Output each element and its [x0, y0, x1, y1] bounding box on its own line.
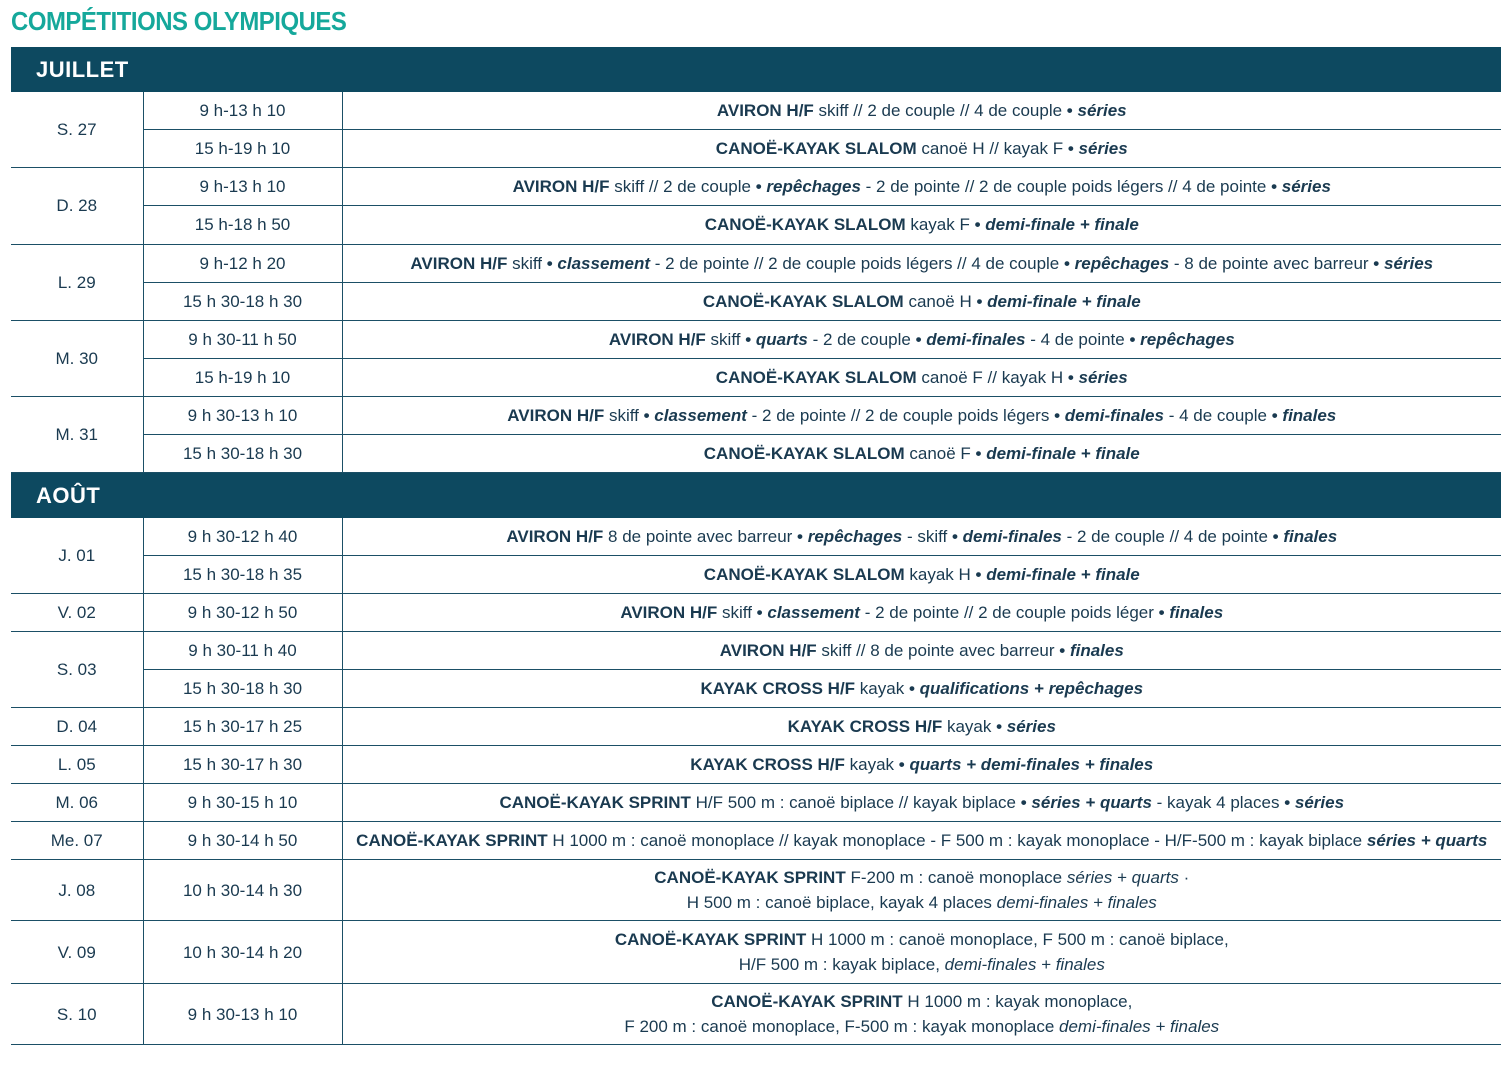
event-text-segment: repêchages: [1140, 329, 1235, 349]
event-text-segment: •: [1271, 176, 1278, 196]
event-line: [654, 865, 1189, 890]
event-cell: [342, 358, 1501, 396]
event-text-segment: AVIRON H/F: [512, 176, 610, 196]
event-text-segment: CANOË-KAYAK SPRINT: [499, 793, 691, 812]
event-text-segment: canoë F: [904, 443, 976, 463]
table-row: [11, 518, 1501, 556]
time-cell: 9 h 30-15 h 10: [143, 784, 342, 822]
event-text-segment: - 2 de couple: [807, 329, 916, 349]
table-row: [11, 670, 1501, 708]
month-label: AOÛT: [11, 472, 1501, 518]
table-row: [11, 320, 1501, 358]
event-text-segment: demi-finales + finales: [1059, 1017, 1220, 1036]
event-description: [507, 403, 1336, 428]
event-description: [716, 136, 1128, 161]
event-text-segment: - 2 de pointe // 2 de couple poids légers // 4 de pointe: [860, 176, 1272, 196]
event-text-segment: •: [643, 405, 650, 425]
event-text-segment: •: [974, 215, 981, 234]
event-line: [703, 289, 1141, 314]
event-text-segment: skiff: [705, 329, 746, 349]
event-text-segment: finales: [1283, 526, 1338, 546]
time-cell: 9 h-13 h 10: [143, 167, 342, 205]
event-text-segment: - 2 de pointe // 2 de couple poids légers // 4 de couple: [650, 253, 1064, 273]
event-text-segment: séries: [1006, 717, 1056, 736]
table-row: [11, 822, 1501, 860]
event-text-segment: demi-finales: [926, 329, 1026, 349]
event-line: [788, 714, 1056, 739]
event-text-segment: kayak: [844, 755, 899, 774]
event-cell: [342, 822, 1501, 860]
event-line: [615, 952, 1229, 977]
event-text-segment: canoë H: [903, 291, 977, 311]
event-line: [704, 441, 1140, 466]
event-text-segment: •: [755, 176, 762, 196]
event-text-segment: •: [1284, 793, 1291, 812]
schedule-body: [11, 47, 1501, 1045]
table-row: [11, 708, 1501, 746]
event-description: [356, 828, 1487, 853]
event-text-segment: F 200 m : canoë monoplace, F-500 m : kayak monoplace: [624, 1017, 1060, 1036]
time-cell: 9 h 30-13 h 10: [143, 396, 342, 434]
event-text-segment: •: [1020, 793, 1027, 812]
event-description: [703, 289, 1141, 314]
event-cell: [342, 129, 1501, 167]
event-line: [624, 1014, 1219, 1039]
event-text-segment: demi-finale + finale: [985, 215, 1139, 234]
event-line: [690, 752, 1153, 777]
event-text-segment: séries + quarts: [1031, 793, 1152, 812]
time-cell: 9 h 30-11 h 40: [143, 632, 342, 670]
event-description: [704, 562, 1140, 587]
event-text-segment: séries + quarts: [1366, 831, 1488, 850]
event-description: [690, 752, 1153, 777]
event-cell: [342, 205, 1501, 244]
event-cell: [342, 167, 1501, 205]
event-cell: [342, 434, 1501, 472]
event-text-segment: - 4 de couple: [1163, 405, 1272, 425]
event-cell: [342, 984, 1501, 1045]
day-cell: S. 03: [11, 632, 143, 708]
table-row: [11, 746, 1501, 784]
event-text-segment: classement: [767, 603, 860, 622]
table-row: [11, 921, 1501, 984]
event-text-segment: skiff // 8 de pointe avec barreur: [816, 641, 1060, 660]
event-line: [700, 676, 1143, 701]
event-text-segment: •: [1054, 405, 1061, 425]
event-text-segment: H 1000 m : canoë monoplace // kayak monoplace - F 500 m : kayak monoplace - H/F-500 m : kayak biplace: [547, 831, 1367, 850]
event-line: [705, 212, 1139, 237]
event-text-segment: •: [1158, 603, 1165, 622]
event-line: [620, 600, 1223, 625]
table-row: [11, 92, 1501, 129]
event-text-segment: •: [1067, 367, 1074, 387]
table-row: [11, 129, 1501, 167]
event-text-segment: H/F 500 m : kayak biplace,: [738, 955, 945, 974]
month-header-row: [11, 47, 1501, 92]
event-text-segment: •: [1063, 253, 1070, 273]
event-cell: [342, 860, 1501, 921]
event-description: [720, 638, 1124, 663]
event-text-segment: finales: [1069, 641, 1124, 660]
event-text-segment: •: [898, 755, 905, 774]
day-cell: D. 04: [11, 708, 143, 746]
event-text-segment: - 8 de pointe avec barreur: [1169, 253, 1374, 273]
event-cell: [342, 92, 1501, 129]
event-text-segment: AVIRON H/F: [620, 603, 718, 622]
event-cell: [342, 784, 1501, 822]
event-text-segment: H 500 m : canoë biplace, kayak 4 places: [686, 893, 997, 912]
time-cell: 15 h-18 h 50: [143, 205, 342, 244]
event-text-segment: séries: [1383, 253, 1434, 273]
event-text-segment: H/F 500 m : canoë biplace // kayak biplace: [690, 793, 1021, 812]
event-text-segment: - 2 de pointe // 2 de couple poids léger: [859, 603, 1159, 622]
event-description: [506, 524, 1337, 549]
table-row: [11, 556, 1501, 594]
event-text-segment: séries: [1281, 176, 1331, 196]
event-text-segment: demi-finale + finale: [986, 443, 1140, 463]
table-row: [11, 282, 1501, 320]
event-text-segment: CANOË-KAYAK SLALOM: [702, 291, 904, 311]
event-text-segment: CANOË-KAYAK SLALOM: [704, 215, 906, 234]
page-title: COMPÉTITIONS OLYMPIQUES: [11, 6, 347, 36]
time-cell: 9 h 30-12 h 40: [143, 518, 342, 556]
event-cell: [342, 320, 1501, 358]
table-row: [11, 594, 1501, 632]
event-text-segment: F-200 m : canoë monoplace: [845, 868, 1067, 887]
day-cell: M. 31: [11, 396, 143, 472]
event-description: [513, 174, 1331, 199]
event-text-segment: •: [908, 679, 915, 698]
event-cell: [342, 632, 1501, 670]
event-description: [654, 865, 1189, 915]
time-cell: 9 h 30-13 h 10: [143, 984, 342, 1045]
event-description: [700, 676, 1143, 701]
event-cell: [342, 594, 1501, 632]
event-line: [507, 403, 1336, 428]
table-row: [11, 984, 1501, 1045]
event-text-segment: canoë H // kayak F: [916, 138, 1068, 158]
event-text-segment: ·: [1178, 868, 1190, 887]
month-label: JUILLET: [11, 47, 1501, 92]
event-text-segment: CANOË-KAYAK SPRINT: [654, 868, 846, 887]
day-cell: M. 06: [11, 784, 143, 822]
table-row: [11, 167, 1501, 205]
event-text-segment: •: [1129, 329, 1136, 349]
event-text-segment: AVIRON H/F: [719, 641, 817, 660]
event-text-segment: classement: [654, 405, 747, 425]
time-cell: 10 h 30-14 h 30: [143, 860, 342, 921]
event-text-segment: quarts: [755, 329, 808, 349]
event-description: [704, 441, 1140, 466]
event-description: [410, 251, 1433, 276]
event-text-segment: CANOË-KAYAK SLALOM: [703, 443, 905, 463]
event-text-segment: finales: [1282, 405, 1337, 425]
event-text-segment: •: [1066, 100, 1073, 120]
time-cell: 15 h-19 h 10: [143, 129, 342, 167]
event-text-segment: canoë F // kayak H: [916, 367, 1068, 387]
event-text-segment: demi-finale + finale: [987, 291, 1141, 311]
table-row: [11, 244, 1501, 282]
event-text-segment: •: [745, 329, 752, 349]
event-text-segment: repêchages: [1074, 253, 1170, 273]
event-cell: [342, 396, 1501, 434]
event-text-segment: •: [976, 291, 983, 311]
event-text-segment: skiff // 2 de couple // 4 de couple: [813, 100, 1067, 120]
event-text-segment: •: [1271, 405, 1278, 425]
time-cell: 10 h 30-14 h 20: [143, 921, 342, 984]
event-text-segment: AVIRON H/F: [506, 526, 604, 546]
event-text-segment: classement: [557, 253, 651, 273]
event-text-segment: •: [546, 253, 553, 273]
event-text-segment: •: [1373, 253, 1380, 273]
day-cell: J. 01: [11, 518, 143, 594]
day-cell: V. 02: [11, 594, 143, 632]
time-cell: 9 h 30-11 h 50: [143, 320, 342, 358]
event-description: [615, 927, 1229, 977]
event-text-segment: skiff: [717, 603, 757, 622]
event-text-segment: qualifications + repêchages: [919, 679, 1144, 698]
table-row: [11, 434, 1501, 472]
event-line: [716, 365, 1128, 390]
time-cell: 15 h 30-17 h 30: [143, 746, 342, 784]
event-text-segment: •: [915, 329, 922, 349]
event-cell: [342, 244, 1501, 282]
event-text-segment: CANOË-KAYAK SPRINT: [614, 930, 807, 949]
time-cell: 9 h-12 h 20: [143, 244, 342, 282]
event-text-segment: skiff: [507, 253, 547, 273]
event-text-segment: demi-finales: [1064, 405, 1164, 425]
event-text-segment: séries: [1078, 367, 1128, 387]
time-cell: 15 h 30-18 h 30: [143, 670, 342, 708]
event-text-segment: - kayak 4 places: [1151, 793, 1285, 812]
event-line: [720, 638, 1124, 663]
event-text-segment: demi-finales + finales: [944, 955, 1105, 974]
day-cell: S. 27: [11, 92, 143, 167]
event-text-segment: repêchages: [766, 176, 861, 196]
event-text-segment: skiff: [604, 405, 644, 425]
table-row: [11, 358, 1501, 396]
event-text-segment: •: [1059, 641, 1066, 660]
event-text-segment: H 1000 m : canoë monoplace, F 500 m : canoë biplace,: [806, 930, 1229, 949]
day-cell: D. 28: [11, 167, 143, 244]
event-text-segment: kayak F: [905, 215, 975, 234]
event-text-segment: demi-finales + finales: [996, 893, 1157, 912]
event-text-segment: séries: [1078, 138, 1128, 158]
event-line: [654, 890, 1189, 915]
event-text-segment: demi-finales: [962, 526, 1062, 546]
event-text-segment: KAYAK CROSS H/F: [700, 679, 856, 698]
event-text-segment: - 4 de pointe: [1025, 329, 1130, 349]
event-text-segment: •: [756, 603, 763, 622]
event-text-segment: séries + quarts: [1066, 868, 1179, 887]
day-cell: M. 30: [11, 320, 143, 396]
event-text-segment: H 1000 m : kayak monoplace,: [902, 992, 1133, 1011]
event-text-segment: 8 de pointe avec barreur: [603, 526, 798, 546]
event-text-segment: •: [951, 526, 958, 546]
event-description: [609, 327, 1235, 352]
event-text-segment: - 2 de pointe // 2 de couple poids légers: [746, 405, 1055, 425]
time-cell: 15 h 30-18 h 35: [143, 556, 342, 594]
event-text-segment: AVIRON H/F: [716, 100, 814, 120]
day-cell: Me. 07: [11, 822, 143, 860]
event-text-segment: - skiff: [902, 526, 952, 546]
month-header-row: [11, 472, 1501, 518]
table-row: [11, 205, 1501, 244]
day-cell: V. 09: [11, 921, 143, 984]
event-cell: [342, 556, 1501, 594]
day-cell: S. 10: [11, 984, 143, 1045]
event-cell: [342, 921, 1501, 984]
event-line: [499, 790, 1344, 815]
event-text-segment: - 2 de couple // 4 de pointe: [1061, 526, 1273, 546]
event-cell: [342, 282, 1501, 320]
day-cell: L. 05: [11, 746, 143, 784]
event-description: [717, 98, 1127, 123]
time-cell: 9 h 30-12 h 50: [143, 594, 342, 632]
event-text-segment: CANOË-KAYAK SLALOM: [703, 565, 905, 584]
event-text-segment: CANOË-KAYAK SPRINT: [356, 831, 548, 850]
event-line: [609, 327, 1235, 352]
event-text-segment: KAYAK CROSS H/F: [690, 755, 845, 774]
event-text-segment: skiff // 2 de couple: [609, 176, 756, 196]
event-text-segment: •: [975, 443, 982, 463]
event-text-segment: •: [1067, 138, 1074, 158]
time-cell: 9 h 30-14 h 50: [143, 822, 342, 860]
table-row: [11, 632, 1501, 670]
event-text-segment: séries: [1077, 100, 1127, 120]
event-text-segment: •: [1272, 526, 1279, 546]
event-text-segment: KAYAK CROSS H/F: [787, 717, 943, 736]
time-cell: 15 h-19 h 10: [143, 358, 342, 396]
event-text-segment: AVIRON H/F: [608, 329, 706, 349]
event-cell: [342, 708, 1501, 746]
day-cell: L. 29: [11, 244, 143, 320]
event-text-segment: CANOË-KAYAK SLALOM: [715, 367, 917, 387]
event-text-segment: •: [996, 717, 1003, 736]
event-line: [513, 174, 1331, 199]
event-cell: [342, 670, 1501, 708]
table-row: [11, 860, 1501, 921]
competition-schedule-table: [11, 47, 1501, 1045]
event-text-segment: AVIRON H/F: [507, 405, 605, 425]
event-text-segment: •: [797, 526, 803, 546]
event-line: [615, 927, 1229, 952]
event-description: [620, 600, 1223, 625]
event-description: [788, 714, 1056, 739]
event-description: [624, 989, 1219, 1039]
event-text-segment: kayak: [942, 717, 997, 736]
event-text-segment: kayak: [855, 679, 909, 698]
event-description: [716, 365, 1128, 390]
event-text-segment: kayak H: [904, 565, 976, 584]
time-cell: 9 h-13 h 10: [143, 92, 342, 129]
day-cell: J. 08: [11, 860, 143, 921]
time-cell: 15 h 30-17 h 25: [143, 708, 342, 746]
event-text-segment: séries: [1294, 793, 1345, 812]
event-text-segment: repêchages: [807, 526, 903, 546]
event-line: [410, 251, 1433, 276]
event-text-segment: demi-finale + finale: [986, 565, 1140, 584]
time-cell: 15 h 30-18 h 30: [143, 434, 342, 472]
time-cell: 15 h 30-18 h 30: [143, 282, 342, 320]
event-text-segment: quarts + demi-finales + finales: [909, 755, 1154, 774]
event-description: [705, 212, 1139, 237]
event-cell: [342, 746, 1501, 784]
event-line: [717, 98, 1127, 123]
event-text-segment: •: [975, 565, 982, 584]
event-text-segment: CANOË-KAYAK SLALOM: [715, 138, 917, 158]
table-row: [11, 396, 1501, 434]
event-line: [716, 136, 1128, 161]
event-line: [356, 828, 1487, 853]
event-line: [624, 989, 1219, 1014]
event-text-segment: CANOË-KAYAK SPRINT: [711, 992, 903, 1011]
event-cell: [342, 518, 1501, 556]
event-text-segment: AVIRON H/F: [410, 253, 508, 273]
event-text-segment: finales: [1169, 603, 1224, 622]
event-line: [506, 524, 1337, 549]
table-row: [11, 784, 1501, 822]
event-description: [499, 790, 1344, 815]
event-line: [704, 562, 1140, 587]
